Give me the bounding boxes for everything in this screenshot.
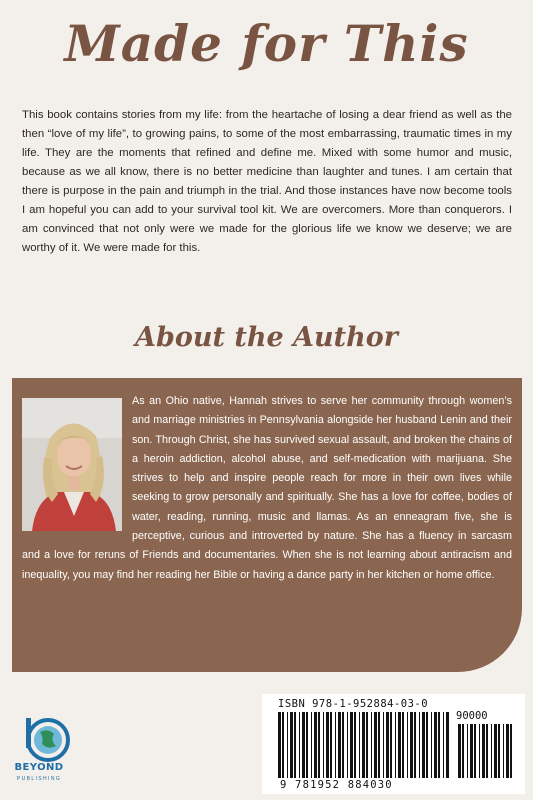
photo-spacer bbox=[22, 392, 132, 532]
author-bio-text bbox=[22, 392, 512, 585]
barcode-bar bbox=[323, 712, 324, 778]
barcode-bar bbox=[299, 712, 300, 778]
barcode-bar bbox=[419, 712, 420, 778]
barcode-bar bbox=[350, 712, 353, 778]
barcode-bar bbox=[287, 712, 288, 778]
barcode-bar bbox=[414, 712, 416, 778]
book-description: This book contains stories from my life: from the heartache of losing a dear friend as well as the then “love of my life”, to growing pains, to some of the most embarrassing, traumatic times in my life. They are the moments that refined and define me. Mixed with some humor and music, because as we all know, there is no better medicine than laughter and tunes. I am certain that there is purpose in the pain and triumph in the trial. And those instances have now become tools I am hopeful you can add to your survival tool kit. We are overcomers. More than conquerors. I am convinced that not only were we made for the glorious life we know we deserve; we are worthy of it. We were made for this. bbox=[22, 109, 512, 254]
barcode-bar bbox=[306, 712, 308, 778]
barcode-bar bbox=[342, 712, 344, 778]
barcode-bar bbox=[438, 712, 440, 778]
barcode-bar bbox=[458, 724, 461, 778]
barcode-bar bbox=[479, 724, 480, 778]
publisher-globe-icon bbox=[12, 714, 82, 766]
barcode-bar bbox=[314, 712, 317, 778]
barcode-bar bbox=[371, 712, 372, 778]
barcode-bar bbox=[443, 712, 444, 778]
barcode-bar bbox=[290, 712, 293, 778]
barcode-bar bbox=[390, 712, 392, 778]
barcode-bar bbox=[383, 712, 384, 778]
barcode-bar bbox=[386, 712, 389, 778]
barcode-bar bbox=[378, 712, 380, 778]
barcode-bar bbox=[434, 712, 437, 778]
barcode-bar bbox=[503, 724, 504, 778]
barcode-bar bbox=[498, 724, 500, 778]
barcode-bar bbox=[318, 712, 320, 778]
barcode-bar bbox=[326, 712, 329, 778]
barcode-digits: 9 781952 884030 bbox=[280, 779, 393, 791]
barcode-bar bbox=[410, 712, 413, 778]
about-author-heading: About the Author bbox=[135, 322, 398, 353]
barcode-bar bbox=[362, 712, 365, 778]
barcode-bar bbox=[446, 712, 449, 778]
price-code: 90000 bbox=[456, 710, 488, 722]
barcode-bar bbox=[282, 712, 284, 778]
barcode-bar bbox=[398, 712, 401, 778]
barcode-bar bbox=[426, 712, 428, 778]
isbn-barcode bbox=[262, 694, 525, 794]
barcode-bar bbox=[354, 712, 356, 778]
publisher-logo bbox=[12, 714, 82, 794]
barcode-bar bbox=[359, 712, 360, 778]
barcode-bar bbox=[510, 724, 512, 778]
publisher-subtitle: PUBLISHING bbox=[16, 776, 62, 782]
barcode-bar bbox=[335, 712, 336, 778]
barcode-bar bbox=[278, 712, 281, 778]
barcode-bar bbox=[482, 724, 485, 778]
barcode-bar bbox=[402, 712, 404, 778]
book-title: Made for This bbox=[64, 14, 469, 73]
barcode-bar bbox=[347, 712, 348, 778]
barcode-bar bbox=[311, 712, 312, 778]
barcode-bar bbox=[462, 724, 464, 778]
barcode-bar bbox=[338, 712, 341, 778]
barcode-bar bbox=[374, 712, 377, 778]
barcode-bar bbox=[395, 712, 396, 778]
isbn-label: ISBN 978-1-952884-03-0 bbox=[278, 698, 429, 710]
barcode-bar bbox=[494, 724, 497, 778]
barcode-bar bbox=[506, 724, 509, 778]
barcode-bar bbox=[302, 712, 305, 778]
barcode-bar bbox=[422, 712, 425, 778]
author-bio-body: As an Ohio native, Hannah strives to serve her community through women’s and marriage ministries in Pennsylvania alongside her husband Lenin and their son. Through Christ, she has survived sexual assault, and broken the chains of a heroin addiction, alcohol abuse, and self-medication with marijuana. She strives to help and inspire people reach for more in their own lives while seeking to grow personally and spiritually. She has a love for coffee, bodies of water, reading, running, music and llamas. As an enneagram five, she is perceptive, curious and introverted by nature. She has a fluency in sarcasm and a love for reruns of Friends and documentaries. When she is not learning about antiracism and inequality, you may find her reading her Bible or having a dance party in her kitchen or home office. bbox=[22, 395, 512, 581]
barcode-bar bbox=[330, 712, 332, 778]
barcode-bar bbox=[366, 712, 368, 778]
barcode-bar bbox=[294, 712, 296, 778]
barcode-bar bbox=[407, 712, 408, 778]
barcode-bar bbox=[467, 724, 468, 778]
barcode-main-bars bbox=[276, 712, 452, 778]
barcode-bar bbox=[470, 724, 473, 778]
barcode-bar bbox=[431, 712, 432, 778]
barcode-bar bbox=[486, 724, 488, 778]
barcode-bar bbox=[491, 724, 492, 778]
author-bio-panel bbox=[12, 378, 522, 672]
barcode-addon-bars bbox=[456, 724, 514, 778]
publisher-name: BEYOND bbox=[14, 762, 64, 773]
barcode-bar bbox=[474, 724, 476, 778]
